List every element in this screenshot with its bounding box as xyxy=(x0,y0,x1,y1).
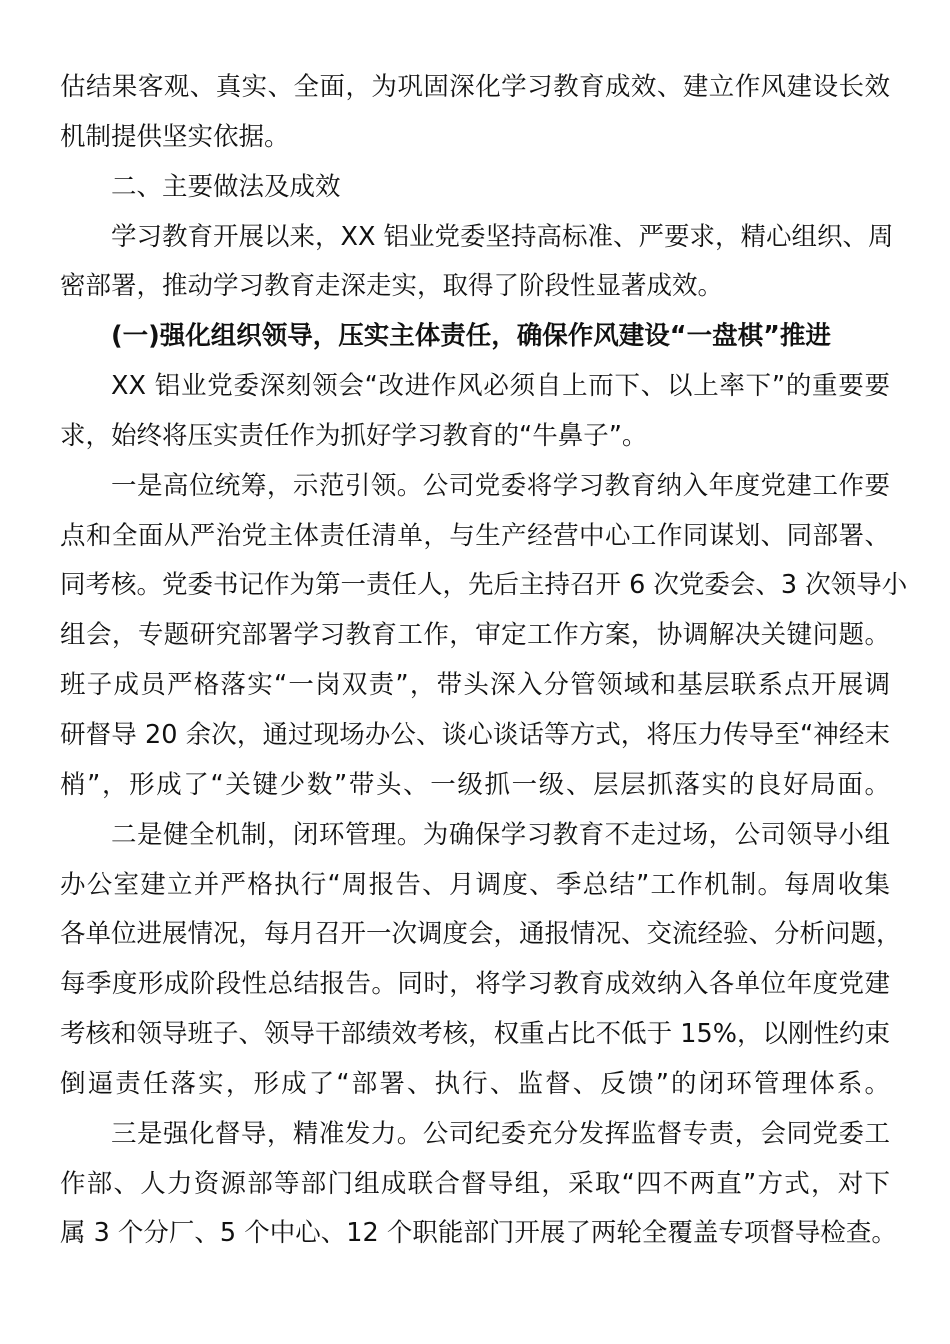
text-line: 倒逼责任落实，形成了“部署、执行、监督、反馈”的闭环管理体系。 xyxy=(60,1068,890,1099)
text-line: 二是健全机制，闭环管理。为确保学习教育不走过场，公司领导小组 xyxy=(111,819,890,850)
text-line: 考核和领导班子、领导干部绩效考核，权重占比不低于 15%，以刚性约束 xyxy=(60,1019,890,1050)
text-line: 估结果客观、真实、全面，为巩固深化学习教育成效、建立作风建设长效 xyxy=(60,72,890,102)
text-line: 班子成员严格落实“一岗双责”，带头深入分管领域和基层联系点开展调 xyxy=(60,670,890,701)
text-line: 一是高位统筹，示范引领。公司党委将学习教育纳入年度党建工作要 xyxy=(111,470,890,501)
text-line: 研督导 20 余次，通过现场办公、谈心谈话等方式，将压力传导至“神经末 xyxy=(60,719,890,750)
text-line: 密部署，推动学习教育走深走实，取得了阶段性显著成效。 xyxy=(60,271,724,302)
text-line: 二、主要做法及成效 xyxy=(111,171,341,202)
text-line: 求，始终将压实责任作为抓好学习教育的“牛鼻子”。 xyxy=(60,420,648,451)
document-page xyxy=(60,63,908,1259)
text-line: 各单位进展情况，每月召开一次调度会，通报情况、交流经验、分析问题， xyxy=(60,919,902,950)
text-line: 组会，专题研究部署学习教育工作，审定工作方案，协调解决关键问题。 xyxy=(60,620,890,651)
text-line: 学习教育开展以来，XX 铝业党委坚持高标准、严要求，精心组织、周 xyxy=(111,221,894,252)
text-line: XX 铝业党委深刻领会“改进作风必须自上而下、以上率下”的重要要 xyxy=(111,371,890,402)
text-line: 机制提供坚实依据。 xyxy=(60,121,290,152)
text-line: 点和全面从严治党主体责任清单，与生产经营中心工作同谋划、同部署、 xyxy=(60,520,890,551)
text-line: 同考核。党委书记作为第一责任人，先后主持召开 6 次党委会、3 次领导小 xyxy=(60,570,908,601)
text-line: 办公室建立并严格执行“周报告、月调度、季总结”工作机制。每周收集 xyxy=(60,869,890,900)
section-heading-line: (一)强化组织领导，压实主体责任，确保作风建设“一盘棋”推进 xyxy=(111,321,831,352)
text-line: 每季度形成阶段性总结报告。同时，将学习教育成效纳入各单位年度党建 xyxy=(60,969,890,1000)
text-line: 三是强化督导，精准发力。公司纪委充分发挥监督专责，会同党委工 xyxy=(111,1118,890,1149)
text-line: 梢”，形成了“关键少数”带头、一级抓一级、层层抓落实的良好局面。 xyxy=(60,769,890,800)
text-line: 属 3 个分厂、5 个中心、12 个职能部门开展了两轮全覆盖专项督导检查。 xyxy=(60,1218,897,1249)
text-line: 作部、人力资源部等部门组成联合督导组，采取“四不两直”方式，对下 xyxy=(60,1168,890,1199)
